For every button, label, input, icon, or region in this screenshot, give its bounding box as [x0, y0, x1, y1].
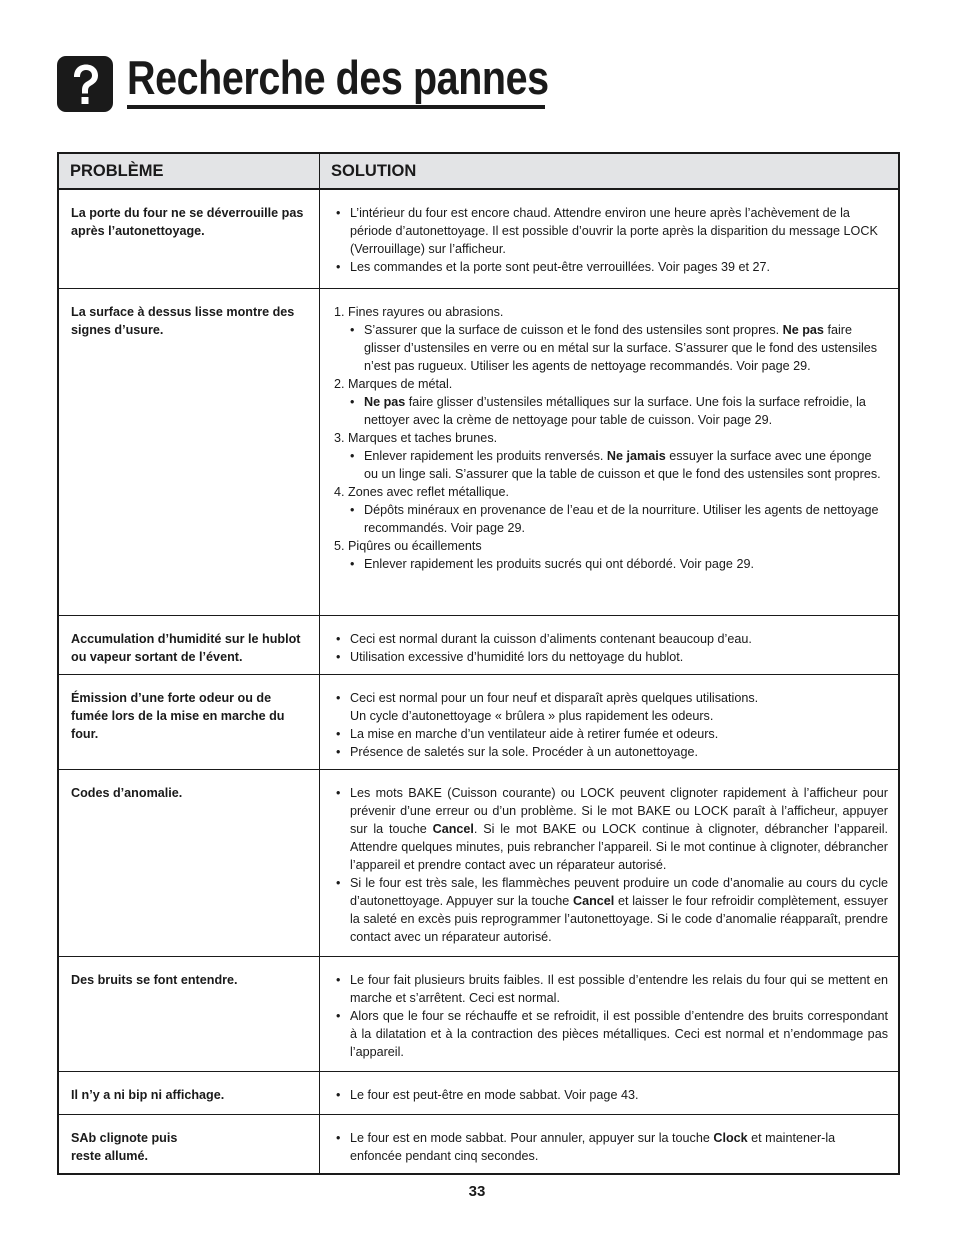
solution-numbered-item: 5. Piqûres ou écaillements — [334, 539, 482, 553]
solution-subitem: • Enlever rapidement les produits sucrés qui ont débordé. Voir page 29. — [334, 555, 888, 573]
column-header-solution: SOLUTION — [320, 153, 900, 189]
problem-cell: Émission d’une forte odeur ou de fumée lors de la mise en marche du four. — [58, 675, 320, 770]
solution-item: • Les commandes et la porte sont peut-être verrouillées. Voir pages 39 et 27. — [334, 258, 888, 276]
solution-cell — [320, 189, 900, 289]
problem-cell: La porte du four ne se déverrouille pas après l’autonettoyage. — [58, 189, 320, 289]
table-row — [58, 770, 899, 957]
problem-line: SAb clignote puis — [71, 1131, 178, 1145]
problem-cell: La surface à dessus lisse montre des signes d’usure. — [58, 289, 320, 616]
solution-item: • Le four est en mode sabbat. Pour annuler, appuyer sur la touche Clock et maintener-la enfoncée pendant cinq secondes. — [334, 1129, 888, 1165]
solution-item: • Les mots BAKE (Cuisson courante) ou LOCK peuvent clignoter rapidement à l’afficheur pour prévenir d’une erreur ou d’un problème. Si le mot BAKE ou LOCK paraît à l’afficheur, appuyer sur la touche Cancel. Si le mot BAKE ou LOCK continue à clignoter, débrancher l’appareil. Attendre quelques minutes, puis rebrancher l’appareil. Si le mot continue à clignoter, débrancher l’appareil et prendre contact avec un réparateur autorisé. — [334, 784, 888, 874]
solution-item-continuation: Un cycle d’autonettoyage « brûlera » plus rapidement les odeurs. — [350, 709, 714, 723]
solution-cell — [320, 770, 900, 957]
solution-subitem: • Dépôts minéraux en provenance de l’eau et de la nourriture. Utiliser les agents de nettoyage recommandés. Voir page 29. — [334, 501, 888, 537]
solution-cell — [320, 289, 900, 616]
table-row — [58, 289, 899, 616]
problem-cell: Codes d’anomalie. — [58, 770, 320, 957]
problem-cell: Il n’y a ni bip ni affichage. — [58, 1072, 320, 1115]
solution-item: • Si le four est très sale, les flammèches peuvent produire un code d’anomalie au cours du cycle d’autonettoyage. Appuyer sur la touche Cancel et laisser le four refroidir complètement, essuyer la saleté en excès puis reprogrammer l’autonettoyage. Si le code d’anomalie réapparaît, prendre contact avec un réparateur autorisé. — [334, 874, 888, 946]
solution-cell — [320, 1115, 900, 1175]
solution-numbered-item: 1. Fines rayures ou abrasions. — [334, 305, 504, 319]
table-row — [58, 616, 899, 675]
solution-cell — [320, 1072, 900, 1115]
solution-item: • Ceci est normal pour un four neuf et disparaît après quelques utilisations. — [334, 689, 888, 707]
solution-subitem: • Ne pas faire glisser d’ustensiles métalliques sur la surface. Une fois la surface refroidie, la nettoyer avec la crème de nettoyage pour table de cuisson. Voir page 29. — [334, 393, 888, 429]
solution-item: • Présence de saletés sur la sole. Procéder à un autonettoyage. — [334, 743, 888, 761]
table-header-row — [58, 153, 899, 189]
table-row — [58, 189, 899, 289]
question-mark-icon — [57, 56, 113, 112]
problem-line: reste allumé. — [71, 1149, 149, 1163]
solution-item: • La mise en marche d’un ventilateur aide à retirer fumée et odeurs. — [334, 725, 888, 743]
solution-cell — [320, 616, 900, 675]
solution-item: • Utilisation excessive d’humidité lors du nettoyage du hublot. — [334, 648, 888, 666]
page-number: 33 — [468, 1183, 486, 1200]
solution-numbered-item: 2. Marques de métal. — [334, 377, 453, 391]
page-title: Recherche des pannes — [127, 51, 549, 104]
solution-cell — [320, 675, 900, 770]
solution-subitem: • S’assurer que la surface de cuisson et le fond des ustensiles sont propres. Ne pas faire glisser d’ustensiles en verre ou en métal sur la surface. S’assurer que le fond des ustensiles n’est pas rugueux. Utiliser les agents de nettoyage recommandés. Voir page 29. — [334, 321, 888, 375]
problem-cell: Des bruits se font entendre. — [58, 957, 320, 1072]
title-underline — [127, 105, 545, 109]
table-row — [58, 1115, 899, 1175]
problem-cell — [58, 1115, 320, 1175]
table-row — [58, 675, 899, 770]
troubleshooting-table — [57, 152, 900, 1175]
solution-item: • L’intérieur du four est encore chaud. Attendre environ une heure après l’achèvement de la période d’autonettoyage. Il est possible d’ouvrir la porte après la disparition du message LOCK (Verrouillage) sur l’afficheur. — [334, 204, 888, 258]
problem-cell: Accumulation d’humidité sur le hublot ou vapeur sortant de l’évent. — [58, 616, 320, 675]
solution-numbered-item: 4. Zones avec reflet métallique. — [334, 485, 510, 499]
table-row — [58, 1072, 899, 1115]
solution-item: • Le four fait plusieurs bruits faibles. Il est possible d’entendre les relais du four qui se mettent en marche et s’arrêtent. Ceci est normal. — [334, 971, 888, 1007]
solution-item: • Le four est peut-être en mode sabbat. Voir page 43. — [334, 1086, 888, 1104]
solution-item: • Ceci est normal durant la cuisson d’aliments contenant beaucoup d’eau. — [334, 630, 888, 648]
solution-subitem: • Enlever rapidement les produits renversés. Ne jamais essuyer la surface avec une éponge ou un linge sali. S’assurer que la table de cuisson et que le fond des ustensiles sont propres. — [334, 447, 888, 483]
solution-item: • Alors que le four se réchauffe et se refroidit, il est possible d’entendre des bruits correspondant à la dilatation et à la contraction des pièces métalliques. Ceci est normal et n’endommage pas l’appareil. — [334, 1007, 888, 1061]
solution-numbered-item: 3. Marques et taches brunes. — [334, 431, 498, 445]
solution-cell — [320, 957, 900, 1072]
table-row — [58, 957, 899, 1072]
column-header-problem: PROBLÈME — [58, 153, 320, 189]
